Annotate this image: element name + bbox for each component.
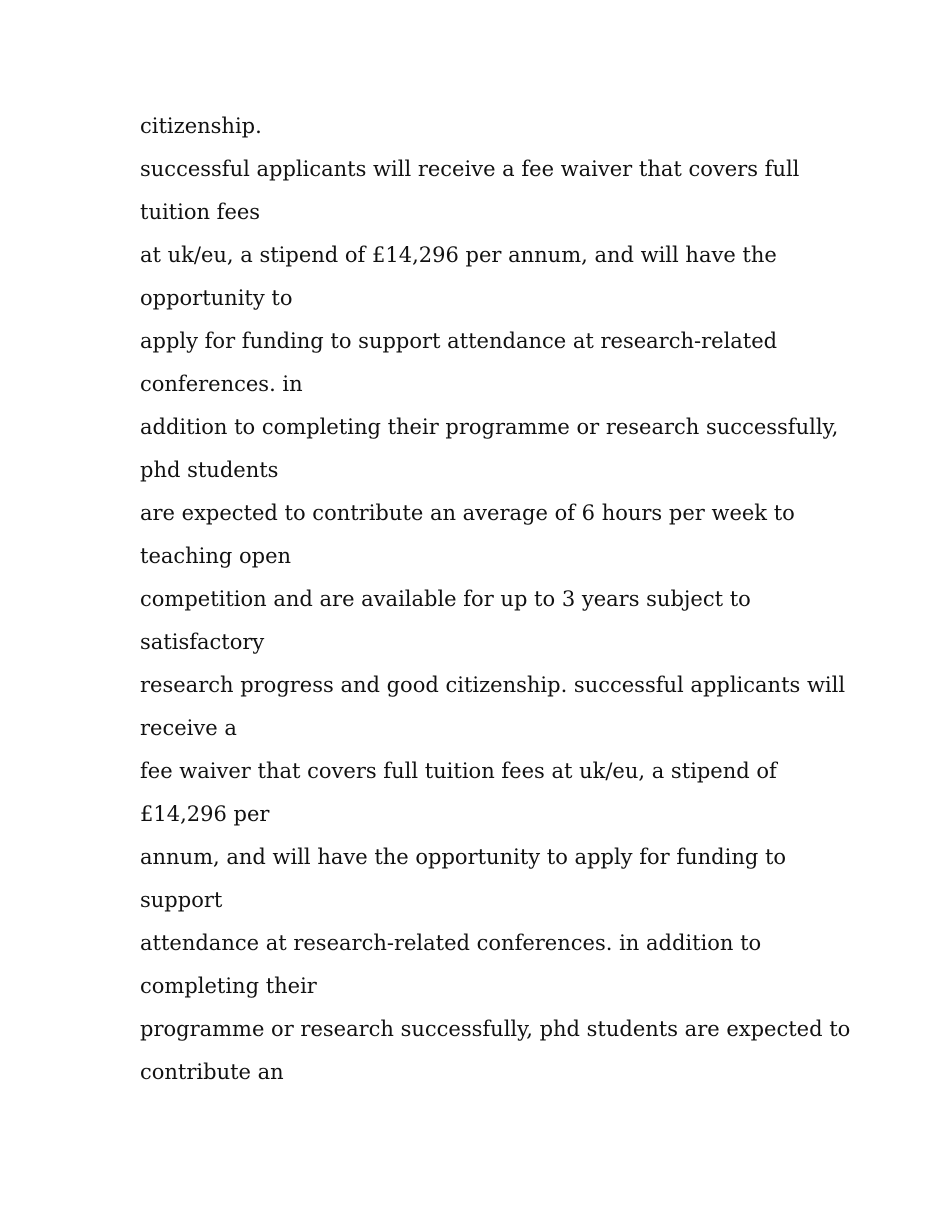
text-line: competition and are available for up to 3 years subject to	[140, 587, 751, 611]
text-line: support	[140, 888, 223, 912]
text-line: citizenship.	[140, 114, 262, 138]
text-line: fee waiver that covers full tuition fees at uk/eu, a stipend of	[140, 759, 777, 783]
text-line: receive a	[140, 716, 237, 740]
text-line: annum, and will have the opportunity to apply for funding to	[140, 845, 787, 869]
text-line: are expected to contribute an average of 6 hours per week to	[140, 501, 795, 525]
text-line: apply for funding to support attendance at research-related	[140, 329, 778, 353]
text-line: conferences. in	[140, 372, 303, 396]
text-line: attendance at research-related conferences. in addition to	[140, 931, 762, 955]
text-line: completing their	[140, 974, 317, 998]
text-line: programme or research successfully, phd students are expected to	[140, 1017, 851, 1041]
text-line: opportunity to	[140, 286, 293, 310]
text-line: phd students	[140, 458, 279, 482]
text-line: tuition fees	[140, 200, 261, 224]
text-line: satisfactory	[140, 630, 265, 654]
text-line: contribute an	[140, 1060, 284, 1084]
text-line: £14,296 per	[140, 802, 270, 826]
text-line: successful applicants will receive a fee waiver that covers full	[140, 157, 800, 181]
text-line: teaching open	[140, 544, 292, 568]
text-line: addition to completing their programme or research successfully,	[140, 415, 839, 439]
body-text	[140, 105, 851, 1094]
text-line: research progress and good citizenship. successful applicants will	[140, 673, 846, 697]
text-line: at uk/eu, a stipend of £14,296 per annum, and will have the	[140, 243, 777, 267]
